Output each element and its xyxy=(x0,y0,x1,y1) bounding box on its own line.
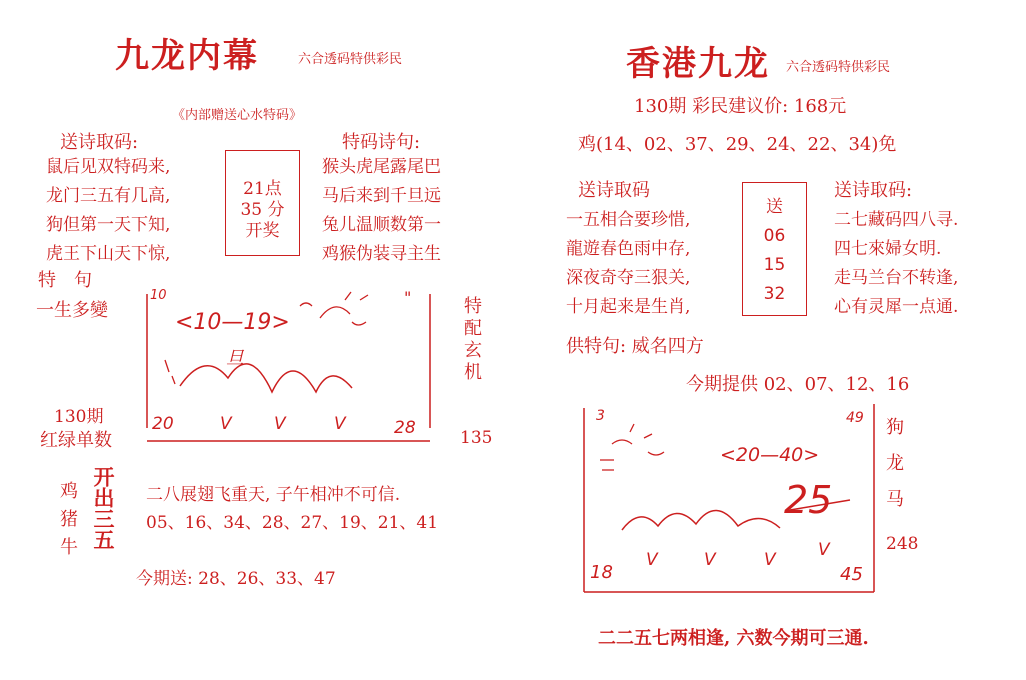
left-tick-3: V xyxy=(274,414,286,434)
poem-line: 走马兰台不转逢, xyxy=(834,268,959,288)
animal: 龙 xyxy=(886,453,904,474)
right-sketch-range: <20—40> xyxy=(720,444,820,466)
right-title: 香港九龙 xyxy=(626,44,770,84)
special-line: 供特句: 威名四方 xyxy=(566,336,704,357)
chicken-line: 鸡(14、02、37、29、24、22、34)免 xyxy=(578,134,897,155)
poem-line: 四七來婦女明. xyxy=(834,239,942,259)
right-tick-1: V xyxy=(646,550,658,570)
animal: 狗 xyxy=(886,417,904,438)
right-subtitle: 六合透码特供彩民 xyxy=(786,60,891,75)
special-phrase: 一生多變 xyxy=(36,300,108,321)
animal: 牛 xyxy=(60,537,78,558)
left-tick-5: 28 xyxy=(394,418,416,438)
poem-line: 二七藏码四八寻. xyxy=(834,210,959,230)
poem-line: 鼠后见双特码来, xyxy=(46,157,171,177)
poem-line: 虎王下山天下惊, xyxy=(46,244,171,264)
open-text: 开出三五 xyxy=(91,466,116,550)
poem-line: 兔儿温顺数第一 xyxy=(322,215,441,235)
animal: 猪 xyxy=(60,509,78,530)
left-title: 九龙内幕 xyxy=(115,36,259,76)
left-poem-heading: 送诗取码: xyxy=(60,132,139,153)
poem-line: 心有灵犀一点通. xyxy=(834,297,959,317)
right-sketch-tl: 3 xyxy=(596,408,605,424)
left-subtitle: 六合透码特供彩民 xyxy=(298,52,403,67)
right-sketch-big: 25 xyxy=(784,478,833,522)
poem-line: 猴头虎尾露尾巴 xyxy=(322,157,441,177)
left-send-line: 今期送: 28、26、33、47 xyxy=(136,569,336,589)
poem-line: 马后来到千旦远 xyxy=(322,186,441,206)
left-period: 130期 xyxy=(54,407,104,427)
right-sketch-br: 45 xyxy=(840,564,863,585)
poem-line: 龍遊春色雨中存, xyxy=(566,239,691,259)
left-sketch-range: <10—19> xyxy=(175,310,290,335)
draw-time-text: 21点 35 分 开奖 xyxy=(240,179,285,241)
left-sketch-quote: " xyxy=(404,288,412,307)
left-tick-1: 20 xyxy=(152,414,174,434)
right-tick-2: V xyxy=(704,550,716,570)
right-sketch-bl: 18 xyxy=(590,562,613,583)
left-tagline: 《内部赠送心水特码》 xyxy=(172,108,303,123)
right-side-num: 248 xyxy=(886,534,919,554)
left-numbers: 05、16、34、28、27、19、21、41 xyxy=(146,513,439,533)
animal: 马 xyxy=(886,489,904,510)
box-numbers: 送 06 15 32 xyxy=(763,197,786,304)
right-bottom-line: 二二五七两相逢, 六数今期可三通. xyxy=(598,628,869,649)
provide-line: 今期提供 02、07、12、16 xyxy=(686,374,910,395)
special-heading: 特 句 xyxy=(38,270,92,291)
poem-line: 深夜奇夺三狠关, xyxy=(566,268,691,288)
right-poem-heading-left: 送诗取码 xyxy=(578,180,650,201)
right-side-animals xyxy=(886,410,904,518)
animal: 鸡 xyxy=(60,481,78,502)
poem-line: 十月起来是生肖, xyxy=(566,297,691,317)
poem-line: 一五相合要珍惜, xyxy=(566,210,691,230)
right-poem-heading-right: 送诗取码: xyxy=(834,180,913,201)
left-sketch-corner: 10 xyxy=(150,288,167,303)
poem-line: 狗但第一天下知, xyxy=(46,215,171,235)
poem-line: 龙门三五有几高, xyxy=(46,186,171,206)
left-verse: 二八展翅飞重天, 子午相冲不可信. xyxy=(146,485,401,505)
right-tick-4: V xyxy=(818,540,830,560)
side-label: 特配玄机 xyxy=(461,296,482,384)
left-num-right: 135 xyxy=(460,428,493,448)
left-sketch-mark: 旦 xyxy=(226,348,244,369)
right-tick-3: V xyxy=(764,550,776,570)
left-tick-4: V xyxy=(334,414,346,434)
left-tick-2: V xyxy=(220,414,232,434)
right-sketch-tr: 49 xyxy=(846,410,864,426)
code-poem-heading: 特码诗句: xyxy=(342,132,421,153)
red-green-label: 红绿单数 xyxy=(40,430,112,451)
price-line: 130期 彩民建议价: 168元 xyxy=(634,96,847,117)
poem-line: 鸡猴伪装寻主生 xyxy=(322,244,441,264)
